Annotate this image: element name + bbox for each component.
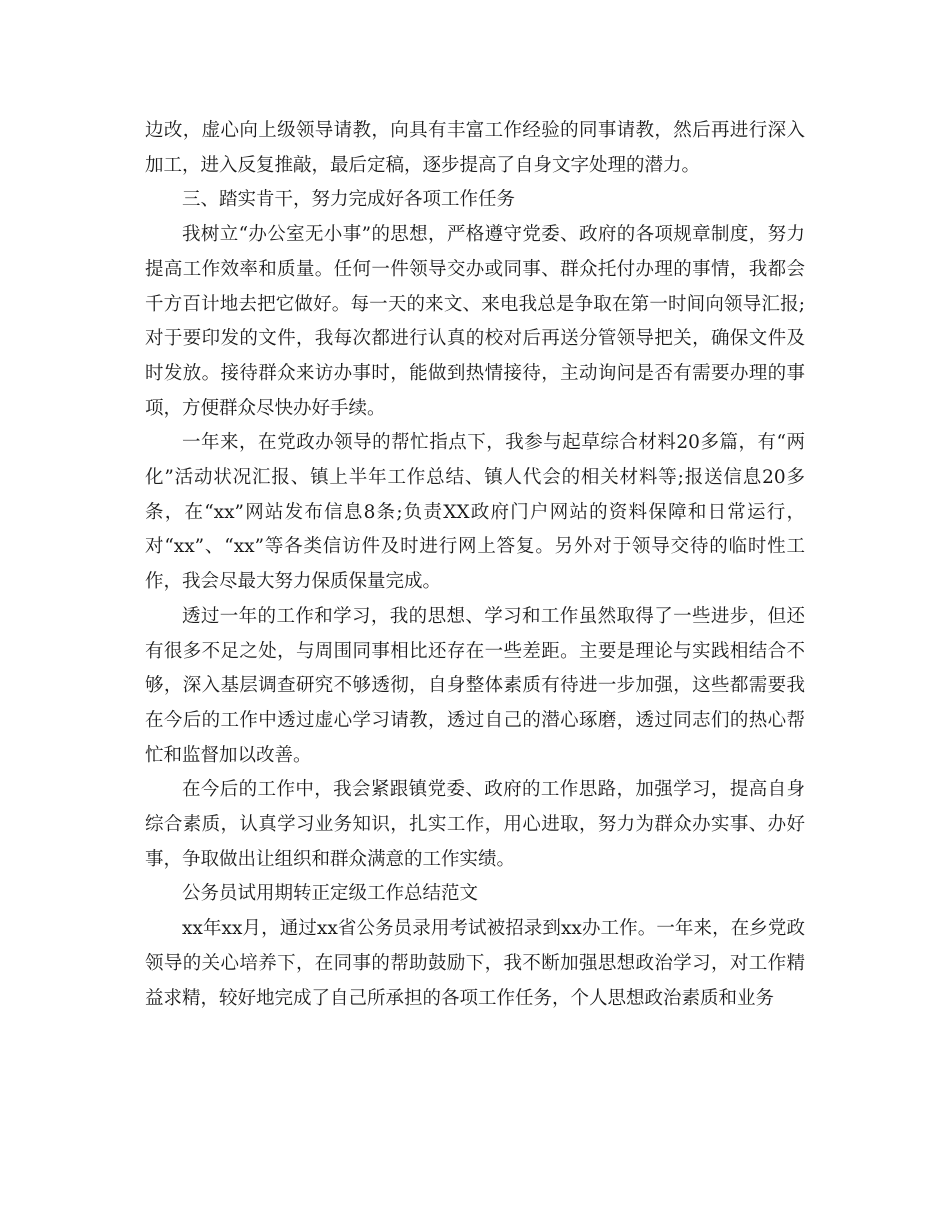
paragraph: 我树立“办公室无小事”的思想，严格遵守党委、政府的各项规章制度，努力提高工作效率和质量。任何一件领导交办或同事、群众托付办理的事情，我都会千方百计地去把它做好。每一天的来文、来电我总是争取在第一时间向领导汇报;对于要印发的文件，我每次都进行认真的校对后再送分管领导把关，确保文件及时发放。接待群众来访办事时，能做到热情接待，主动询问是否有需要办理的事项，方便群众尽快办好手续。	[145, 224, 805, 419]
paragraph: 透过一年的工作和学习，我的思想、学习和工作虽然取得了一些进步，但还有很多不足之处，与周围同事相比还存在一些差距。主要是理论与实践相结合不够，深入基层调查研究不够透彻，自身整体素质有待进一步加强，这些都需要我在今后的工作中透过虚心学习请教，透过自己的潜心琢磨，透过同志们的热心帮忙和监督加以改善。	[145, 605, 805, 766]
paragraph: 一年来，在党政办领导的帮忙指点下，我参与起草综合材料20多篇，有“两化”活动状况汇报、镇上半年工作总结、镇人代会的相关材料等;报送信息20多条，在“xx”网站发布信息8条;负责XX政府门户网站的资料保障和日常运行，对“xx”、“xx”等各类信访件及时进行网上答复。另外对于领导交待的临时性工作，我会尽最大努力保质保量完成。	[145, 432, 805, 593]
paragraph: 在今后的工作中，我会紧跟镇党委、政府的工作思路，加强学习，提高自身综合素质，认真学习业务知识，扎实工作，用心进取，努力为群众办实事、办好事，争取做出让组织和群众满意的工作实绩。	[145, 779, 805, 870]
paragraph-continuation: 边改，虚心向上级领导请教，向具有丰富工作经验的同事请教，然后再进行深入加工，进入反复推敲，最后定稿，逐步提高了自身文字处理的潜力。	[145, 120, 805, 176]
section-heading: 三、踏实肯干，努力完成好各项工作任务	[182, 189, 516, 211]
paragraph: xx年xx月，通过xx省公务员录用考试被招录到xx办工作。一年来，在乡党政领导的关心培养下，在同事的帮助鼓励下，我不断加强思想政治学习，对工作精益求精，较好地完成了自己所承担的各项工作任务，个人思想政治素质和业务	[145, 918, 805, 1009]
article-title: 公务员试用期转正定级工作总结范文	[182, 883, 479, 905]
document-body	[145, 114, 805, 1016]
